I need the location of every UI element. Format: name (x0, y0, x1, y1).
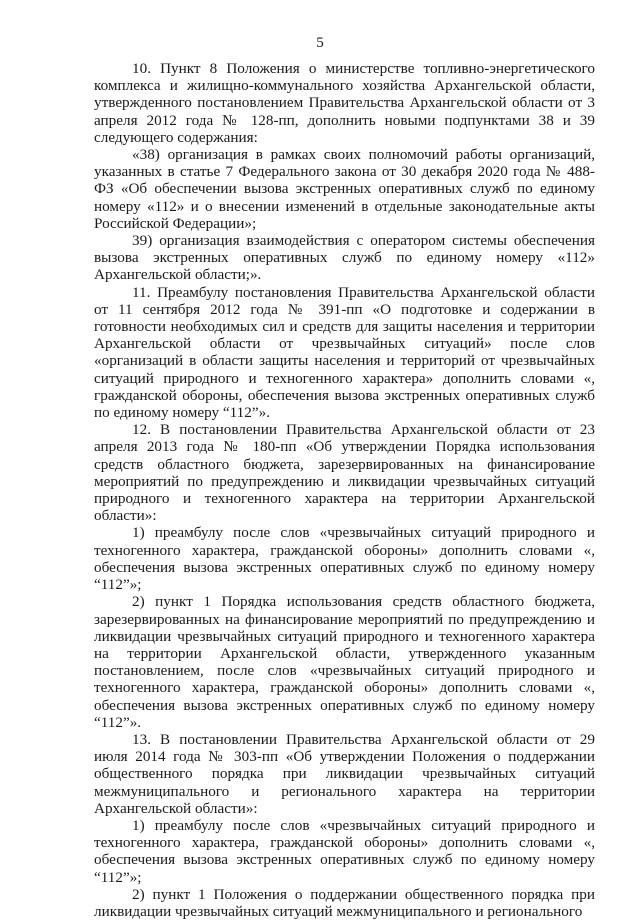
paragraph-13: 13. В постановлении Правительства Архангельской области от 29 июля 2014 года № 303-пп «Об утверждении Положения о поддержании общественного порядка при ликвидации чрезвычайных ситуаций межмуниципального и регионального характера на территории Архангельской области»: (94, 730, 595, 817)
page-number: 5 (316, 35, 324, 51)
paragraph-10: 10. Пункт 8 Положения о министерстве топливно-энергетического комплекса и жилищно-коммунального хозяйства Архангельской области, утвержденного постановлением Правительства Архангельской области от 3 апреля 2012 года № 128-пп, дополнить новыми подпунктами 38 и 39 следующего содержания: (94, 60, 595, 146)
paragraph-12-item-2: 2) пункт 1 Порядка использования средств областного бюджета, зарезервированных на финансирование мероприятий по предупреждению и ликвидации чрезвычайных ситуаций природного и техногенного характера на территории Архангельской области, утвержденного указанным постановлением, после слов «чрезвычайных ситуаций природного и техногенного характера, гражданской обороны» дополнить словами «, обеспечения вызова экстренных оперативных служб по единому номеру “112”». (94, 593, 595, 731)
document-body (94, 60, 595, 920)
paragraph-13-item-1: 1) преамбулу после слов «чрезвычайных ситуаций природного и техногенного характера, гражданской обороны» дополнить словами «, обеспечения вызова экстренных оперативных служб по единому номеру “112”»; (94, 816, 595, 886)
paragraph-10-subitem-39: 39) организация взаимодействия с оператором системы обеспечения вызова экстренных оперативных служб по единому номеру «112» Архангельской области;». (94, 232, 595, 284)
paragraph-12: 12. В постановлении Правительства Архангельской области от 23 апреля 2013 года № 180-пп «Об утверждении Порядка использования средств областного бюджета, зарезервированных на финансирование мероприятий по предупреждению и ликвидации чрезвычайных ситуаций природного и техногенного характера на территории Архангельской области»: (94, 421, 595, 525)
paragraph-13-item-2: 2) пункт 1 Положения о поддержании общественного порядка при ликвидации чрезвычайных ситуаций межмуниципального и регионального (94, 885, 595, 920)
paragraph-10-subitem-38: «38) организация в рамках своих полномочий работы организаций, указанных в статье 7 Федерального закона от 30 декабря 2020 года № 488-ФЗ «Об обеспечении вызова экстренных оперативных служб по единому номеру «112» и о внесении изменений в отдельные законодательные акты Российской Федерации»; (94, 146, 595, 232)
paragraph-11: 11. Преамбулу постановления Правительства Архангельской области от 11 сентября 2012 года № 391-пп «О подготовке и содержании в готовности необходимых сил и средств для защиты населения и территории Архангельской области от чрезвычайных ситуаций» после слов «организаций в области защиты населения и территорий от чрезвычайных ситуаций природного и техногенного характера» дополнить словами «, гражданской обороны, обеспечения вызова экстренных оперативных служб по единому номеру “112”». (94, 283, 595, 422)
paragraph-12-item-1: 1) преамбулу после слов «чрезвычайных ситуаций природного и техногенного характера, гражданской обороны» дополнить словами «, обеспечения вызова экстренных оперативных служб по единому номеру “112”»; (94, 524, 595, 594)
